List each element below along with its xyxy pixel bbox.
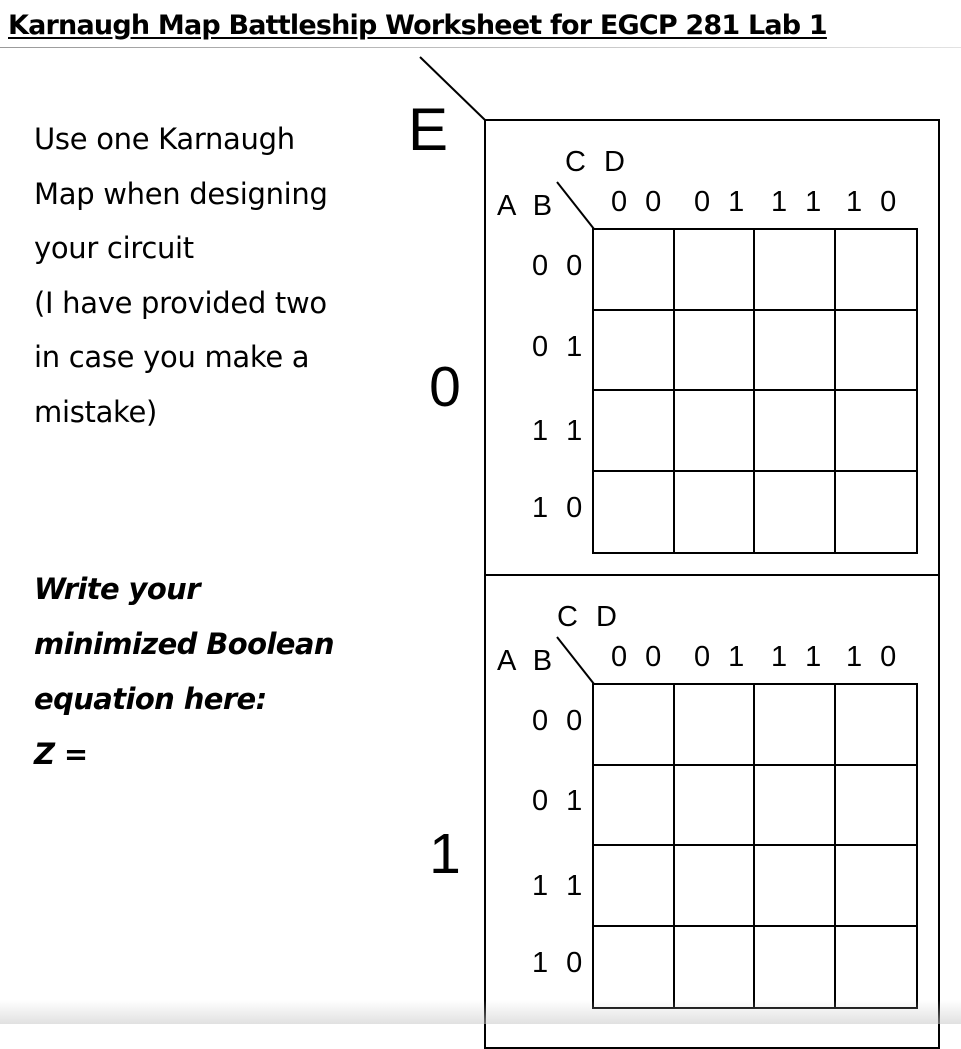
kmap-cell[interactable] [594, 311, 675, 392]
kmap-cell[interactable] [755, 311, 836, 392]
kmap-cell[interactable] [675, 472, 756, 553]
kmap-cell[interactable] [755, 230, 836, 311]
row-header: 0 1 [532, 331, 588, 363]
column-header: 1 0 [846, 186, 902, 218]
kmap-cell[interactable] [755, 846, 836, 927]
kmap-cell[interactable] [836, 230, 917, 311]
row-header: 1 1 [532, 870, 588, 902]
instruction-line: mistake) [34, 394, 158, 429]
kmap-cell[interactable] [755, 927, 836, 1008]
equation-line: minimized Boolean [34, 627, 334, 661]
kmap-cell[interactable] [675, 391, 756, 472]
equation-z-line: Z = [34, 737, 88, 771]
kmap-cell[interactable] [594, 685, 675, 766]
kmap-0-corner-slash [557, 182, 594, 229]
e-value-zero: 0 [429, 355, 461, 419]
kmap-cell[interactable] [836, 766, 917, 847]
column-header: 0 1 [694, 641, 750, 673]
kmap-cell[interactable] [755, 472, 836, 553]
equation-line: Write your [34, 572, 200, 606]
column-header: 0 0 [611, 641, 667, 673]
e-corner-slash [420, 57, 485, 120]
kmap-grid [592, 228, 918, 554]
cd-label: C D [557, 601, 622, 633]
cd-label: C D [565, 146, 630, 178]
kmap-cell[interactable] [836, 391, 917, 472]
instruction-line: Map when designing [34, 176, 328, 211]
kmap-cell[interactable] [836, 846, 917, 927]
column-header: 1 1 [771, 641, 827, 673]
kmap-cell[interactable] [594, 927, 675, 1008]
kmap-cell[interactable] [836, 472, 917, 553]
row-header: 1 0 [532, 492, 588, 524]
kmap-cell[interactable] [675, 311, 756, 392]
instruction-line: Use one Karnaugh [34, 122, 295, 156]
kmap-cell[interactable] [594, 766, 675, 847]
worksheet-title: Karnaugh Map Battleship Worksheet for EGCP 281 Lab 1 [8, 10, 827, 41]
kmap-cell[interactable] [755, 766, 836, 847]
instruction-line: your circuit [34, 231, 194, 265]
column-header: 0 0 [611, 186, 667, 218]
kmap-cell[interactable] [594, 230, 675, 311]
e-value-one: 1 [429, 822, 461, 886]
kmap-1-corner-slash [557, 637, 594, 684]
kmap-cell[interactable] [675, 685, 756, 766]
kmap-grid [592, 683, 918, 1009]
row-header: 0 0 [532, 705, 588, 737]
column-header: 1 0 [846, 641, 902, 673]
kmap-cell[interactable] [594, 846, 675, 927]
bottom-fade [0, 1000, 961, 1024]
kmap-cell[interactable] [836, 311, 917, 392]
e-variable-label: E [408, 96, 449, 163]
kmap-cell[interactable] [594, 391, 675, 472]
kmap-cell[interactable] [755, 391, 836, 472]
equation-line: equation here: [34, 682, 267, 716]
row-header: 1 1 [532, 415, 588, 447]
kmap-cell[interactable] [836, 927, 917, 1008]
instruction-line: (I have provided two [34, 285, 327, 320]
row-header: 1 0 [532, 947, 588, 979]
row-header: 0 0 [532, 250, 588, 282]
row-header: 0 1 [532, 785, 588, 817]
ab-label: A B [497, 645, 558, 677]
kmap-cell[interactable] [675, 846, 756, 927]
kmap-cell[interactable] [836, 685, 917, 766]
kmap-cell[interactable] [594, 472, 675, 553]
ab-label: A B [497, 190, 558, 222]
kmap-cell[interactable] [755, 685, 836, 766]
kmap-cell[interactable] [675, 927, 756, 1008]
instruction-line: in case you make a [34, 340, 310, 374]
column-header: 0 1 [694, 186, 750, 218]
kmap-cell[interactable] [675, 230, 756, 311]
column-header: 1 1 [771, 186, 827, 218]
kmap-cell[interactable] [675, 766, 756, 847]
